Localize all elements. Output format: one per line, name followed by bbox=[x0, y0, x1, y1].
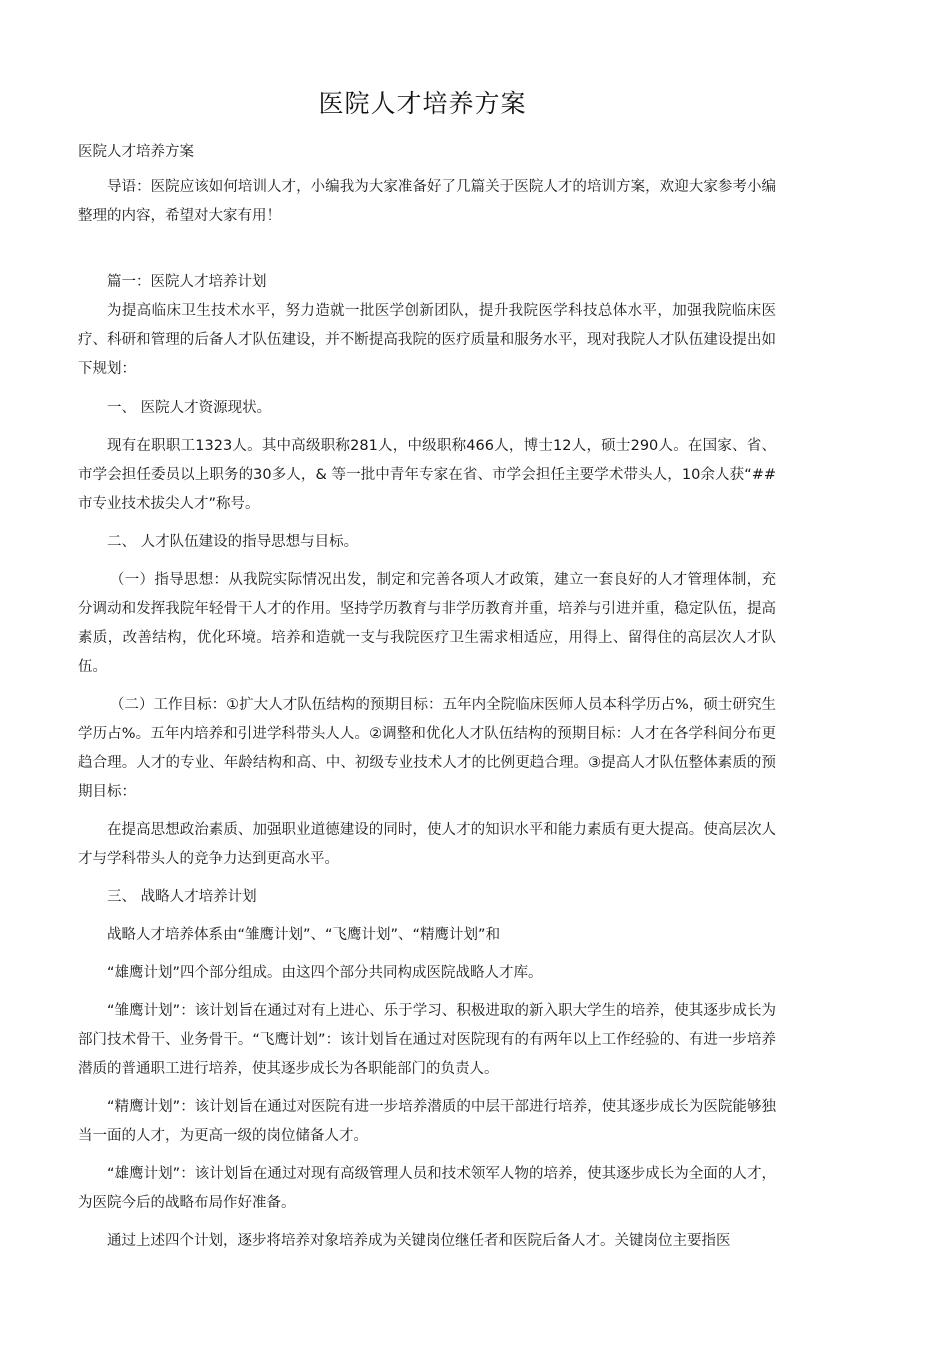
paragraph-work-goals: （二）工作目标：①扩大人才队伍结构的预期目标：五年内全院临床医师人员本科学历占%，硕士研究生学历占%。五年内培养和引进学科带头人人。②调整和优化人才队伍结构的预期目标：人才在各学科间分布更趋合理。人才的专业、年龄结构和高、中、初级专业技术人才的比例更趋合理。③提高人才队伍整体素质的预期目标： bbox=[78, 697, 776, 800]
document-body bbox=[78, 138, 776, 1256]
document-title: 医院人才培养方案 bbox=[318, 89, 527, 118]
paragraph-guiding-ideas: （一）指导思想：从我院实际情况出发，制定和完善各项人才政策，建立一套良好的人才管理体制，充分调动和发挥我院年轻骨干人才的作用。坚持学历教育与非学历教育并重，培养与引进并重，稳定队伍，提高素质，改善结构，优化环境。培养和造就一支与我院医疗卫生需求相适应，用得上、留得住的高层次人才队伍。 bbox=[78, 572, 776, 675]
paragraph-strategic-talent-pool: “雄鹰计划”四个部分组成。由这四个部分共同构成医院战略人才库。 bbox=[107, 965, 543, 981]
paragraph-chuying-feiying: “雏鹰计划”：该计划旨在通过对有上进心、乐于学习、积极进取的新入职大学生的培养，使其逐步成长为部门技术骨干、业务骨干。“飞鹰计划”：该计划旨在通过对医院现有的有两年以上工作经验的、有进一步培养潜质的普通职工进行培养，使其逐步成长为各职能部门的负责人。 bbox=[78, 1003, 776, 1077]
paragraph-xiongying: “雄鹰计划”：该计划旨在通过对现有高级管理人员和技术领军人物的培养，使其逐步成长为全面的人才，为医院今后的战略布局作好准备。 bbox=[78, 1166, 776, 1211]
paragraph-jingying: “精鹰计划”：该计划旨在通过对医院有进一步培养潜质的中层干部进行培养，使其逐步成长为医院能够独当一面的人才，为更高一级的岗位储备人才。 bbox=[78, 1099, 776, 1144]
section-heading-strategic-plan: 三、 战略人才培养计划 bbox=[107, 889, 257, 905]
paragraph-quality-improvement: 在提高思想政治素质、加强职业道德建设的同时，使人才的知识水平和能力素质有更大提高。使高层次人才与学科带头人的竞争力达到更高水平。 bbox=[78, 822, 776, 867]
intro-paragraph: 导语：医院应该如何培训人才，小编我为大家准备好了几篇关于医院人才的培训方案，欢迎大家参考小编整理的内容，希望对大家有用！ bbox=[78, 179, 776, 224]
section-heading-guiding-ideas: 二、 人才队伍建设的指导思想与目标。 bbox=[107, 534, 359, 550]
paragraph-plan-purpose: 为提高临床卫生技术水平，努力造就一批医学创新团队，提升我院医学科技总体水平，加强我院临床医疗、科研和管理的后备人才队伍建设，并不断提高我院的医疗质量和服务水平，现对我院人才队伍建设提出如下规划： bbox=[78, 303, 776, 377]
section-heading-current-status: 一、 医院人才资源现状。 bbox=[107, 400, 272, 416]
paragraph-strategic-system: 战略人才培养体系由“雏鹰计划”、“飞鹰计划”、“精鹰计划”和 bbox=[107, 927, 501, 943]
document-subtitle: 医院人才培养方案 bbox=[78, 144, 194, 160]
section-heading-part-one: 篇一：医院人才培养计划 bbox=[107, 274, 267, 290]
paragraph-current-status: 现有在职职工1323人。其中高级职称281人，中级职称466人，博士12人，硕士290人。在国家、省、市学会担任委员以上职务的30多人，& 等一批中青年专家在省、市学会担任主要学术带头人，10余人获“##市专业技术拔尖人才”称号。 bbox=[78, 438, 776, 512]
paragraph-key-positions: 通过上述四个计划，逐步将培养对象培养成为关键岗位继任者和医院后备人才。关键岗位主要指医 bbox=[107, 1233, 731, 1249]
